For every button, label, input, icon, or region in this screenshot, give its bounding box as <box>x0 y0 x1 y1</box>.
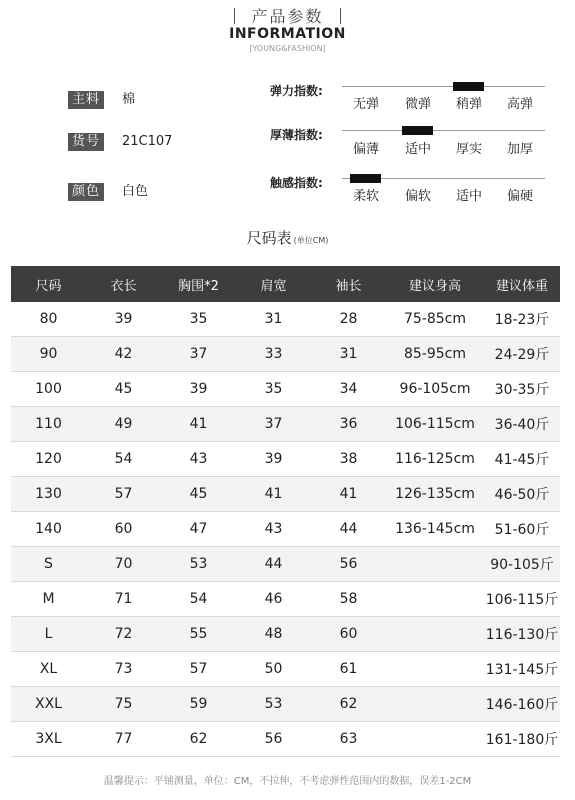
table-cell: 75 <box>114 696 133 712</box>
table-cell: 39 <box>189 381 208 397</box>
table-header-cell: 建议体重 <box>495 278 548 294</box>
table-cell: 24-29斤 <box>494 347 550 363</box>
header-title-en: INFORMATION <box>229 26 346 42</box>
scale-option: 偏硬 <box>506 189 533 204</box>
table-cell: 28 <box>339 311 358 327</box>
table-cell: 136-145cm <box>395 521 475 537</box>
table-cell: 58 <box>339 591 358 607</box>
attr-label-color: 颜色 <box>68 183 104 201</box>
table-cell: 90 <box>39 346 58 362</box>
table-cell <box>386 547 484 581</box>
table-cell: 49 <box>114 416 133 432</box>
measurement-note: 温馨提示：平铺测量，单位：CM，不拉伸，不考虑弹性范围内的数据，误差1-2CM <box>103 776 472 787</box>
table-cell: 39 <box>114 311 133 327</box>
divider-left <box>234 8 235 24</box>
table-cell: 130 <box>35 486 62 502</box>
table-cell: 53 <box>189 556 208 572</box>
table-cell: 126-135cm <box>395 486 475 502</box>
table-cell <box>386 687 484 721</box>
table-cell: 53 <box>264 696 283 712</box>
divider-right <box>340 8 341 24</box>
scale-label-thickness: 厚薄指数: <box>270 128 323 142</box>
table-cell: 54 <box>189 591 208 607</box>
table-row <box>11 582 560 617</box>
table-header-cell: 衣长 <box>110 278 137 294</box>
table-cell: 59 <box>189 696 208 712</box>
table-cell: XXL <box>35 696 62 712</box>
table-cell: 73 <box>114 661 133 677</box>
header-title-cn <box>0 4 575 27</box>
table-row <box>11 372 560 407</box>
table-cell: 120 <box>35 451 62 467</box>
table-cell: M <box>42 591 55 607</box>
table-cell: 47 <box>189 521 208 537</box>
table-cell: 50 <box>264 661 283 677</box>
table-cell <box>386 722 484 756</box>
size-chart-title <box>0 227 575 248</box>
table-row <box>11 302 560 337</box>
table-row <box>11 407 560 442</box>
table-cell: 55 <box>189 626 208 642</box>
attr-label-item-no: 货号 <box>68 133 104 151</box>
table-cell <box>386 652 484 686</box>
table-cell: 46 <box>264 591 283 607</box>
table-row <box>11 652 560 687</box>
table-cell: 71 <box>114 591 133 607</box>
size-chart-unit: (单位CM) <box>293 236 329 245</box>
table-cell: 51-60斤 <box>494 522 550 538</box>
table-cell: 31 <box>264 311 283 327</box>
table-row <box>11 617 560 652</box>
table-header-cell: 袖长 <box>335 278 362 294</box>
scale-option: 偏薄 <box>352 142 379 157</box>
table-cell: 36-40斤 <box>494 417 550 433</box>
table-cell: 43 <box>264 521 283 537</box>
table-cell: 18-23斤 <box>494 312 550 328</box>
table-cell: 161-180斤 <box>485 732 559 748</box>
table-row <box>11 442 560 477</box>
table-cell: 77 <box>114 731 133 747</box>
table-cell: 46-50斤 <box>494 487 550 503</box>
table-cell: 33 <box>264 346 283 362</box>
table-cell: 45 <box>189 486 208 502</box>
table-cell <box>386 582 484 616</box>
table-cell: 45 <box>114 381 133 397</box>
scale-option: 适中 <box>404 142 431 157</box>
scale-option: 适中 <box>455 189 482 204</box>
scale-option: 高弹 <box>506 97 533 112</box>
table-cell: 146-160斤 <box>485 697 559 713</box>
table-cell: L <box>44 626 53 642</box>
table-cell: 34 <box>339 381 358 397</box>
table-cell: 41 <box>189 416 208 432</box>
table-cell: 41-45斤 <box>494 452 550 468</box>
table-cell: 48 <box>264 626 283 642</box>
table-cell: 42 <box>114 346 133 362</box>
table-cell: 44 <box>264 556 283 572</box>
table-cell: 72 <box>114 626 133 642</box>
table-cell: 106-115斤 <box>485 592 559 608</box>
table-cell: 62 <box>189 731 208 747</box>
table-header-cell: 胸围*2 <box>178 278 219 294</box>
scale-option: 柔软 <box>352 189 379 204</box>
scale-label-elasticity: 弹力指数: <box>270 84 323 98</box>
table-cell: 56 <box>264 731 283 747</box>
attr-label-material: 主料 <box>68 91 104 109</box>
table-cell: 57 <box>189 661 208 677</box>
title-cn-text: 产品参数 <box>251 7 324 26</box>
table-cell: 30-35斤 <box>494 382 550 398</box>
table-row <box>11 722 560 757</box>
scale-line-thickness <box>342 130 545 131</box>
table-cell: 62 <box>339 696 358 712</box>
scale-marker-touch <box>350 174 381 183</box>
table-header-row <box>11 266 560 302</box>
table-cell: 106-115cm <box>395 416 475 432</box>
attr-value-color: 白色 <box>122 184 149 199</box>
scale-marker-thickness <box>402 126 433 135</box>
table-cell: 36 <box>339 416 358 432</box>
table-cell: XL <box>39 661 58 677</box>
scale-label-touch: 触感指数: <box>270 176 323 190</box>
table-cell: 96-105cm <box>399 381 471 397</box>
table-cell: 63 <box>339 731 358 747</box>
table-cell: 39 <box>264 451 283 467</box>
table-cell: 116-130斤 <box>485 627 559 643</box>
scale-line-elasticity <box>342 86 545 87</box>
table-cell: 38 <box>339 451 358 467</box>
table-cell: 37 <box>189 346 208 362</box>
table-row <box>11 337 560 372</box>
scale-marker-elasticity <box>453 82 484 91</box>
scale-option: 稍弹 <box>455 97 482 112</box>
header-subtitle: [YOUNG&FASHION] <box>249 44 326 53</box>
table-header-cell: 建议身高 <box>408 278 461 294</box>
table-row <box>11 687 560 722</box>
table-body <box>11 302 560 757</box>
table-cell: 44 <box>339 521 358 537</box>
table-cell: 41 <box>339 486 358 502</box>
table-header-cell: 尺码 <box>35 278 62 294</box>
table-row <box>11 547 560 582</box>
size-table <box>11 266 560 757</box>
table-row <box>11 477 560 512</box>
table-cell: 70 <box>114 556 133 572</box>
table-cell: 61 <box>339 661 358 677</box>
table-cell: 90-105斤 <box>490 557 554 573</box>
table-cell: 57 <box>114 486 133 502</box>
table-cell: 54 <box>114 451 133 467</box>
table-cell: 131-145斤 <box>485 662 559 678</box>
attr-value-item-no: 21C107 <box>122 134 173 149</box>
size-chart-title-text: 尺码表 <box>246 229 292 247</box>
table-cell: 116-125cm <box>395 451 475 467</box>
table-cell: 110 <box>35 416 62 432</box>
table-cell: 140 <box>35 521 62 537</box>
table-cell: 35 <box>264 381 283 397</box>
scale-option: 偏软 <box>404 189 431 204</box>
scale-option: 无弹 <box>352 97 379 112</box>
table-cell: 35 <box>189 311 208 327</box>
scale-option: 微弹 <box>404 97 431 112</box>
table-cell: 37 <box>264 416 283 432</box>
scale-option: 厚实 <box>455 142 482 157</box>
table-cell: S <box>44 556 53 572</box>
attr-value-material: 棉 <box>122 92 136 107</box>
table-cell <box>386 617 484 651</box>
table-cell: 100 <box>35 381 62 397</box>
table-cell: 41 <box>264 486 283 502</box>
table-cell: 80 <box>39 311 58 327</box>
table-cell: 43 <box>189 451 208 467</box>
table-cell: 75-85cm <box>403 311 466 327</box>
table-row <box>11 512 560 547</box>
table-header-cell: 肩宽 <box>260 278 287 294</box>
table-cell: 56 <box>339 556 358 572</box>
table-cell: 31 <box>339 346 358 362</box>
table-cell: 3XL <box>35 731 62 747</box>
table-cell: 60 <box>114 521 133 537</box>
scale-option: 加厚 <box>506 142 533 157</box>
table-cell: 85-95cm <box>403 346 466 362</box>
table-cell: 60 <box>339 626 358 642</box>
